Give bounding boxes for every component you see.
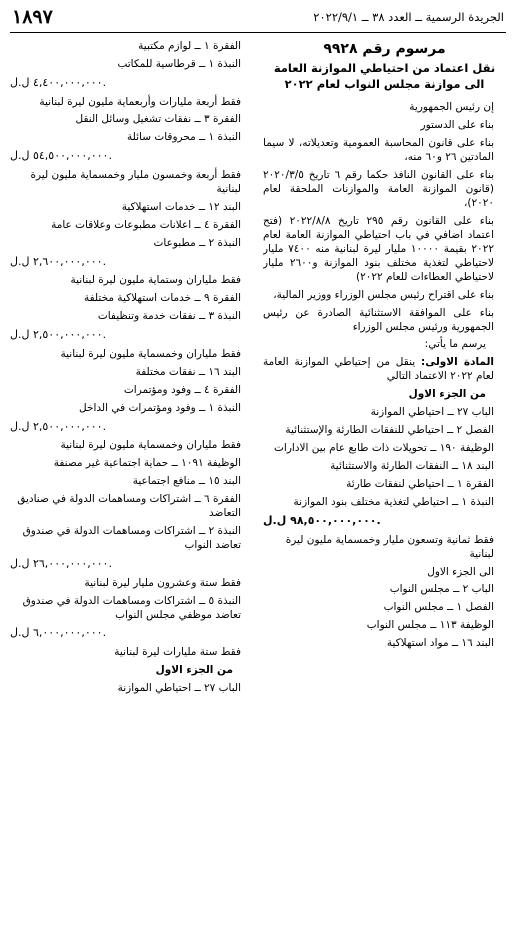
amount-in-words: فقط ملياران وستماية مليون ليرة لبنانية — [70, 274, 241, 287]
amount-in-words: فقط ملياران وخمسماية مليون ليرة لبنانية — [60, 439, 241, 452]
page-header — [10, 8, 506, 33]
budget-line: الفصل ١ ــ مجلس النواب — [383, 601, 494, 614]
amount-in-words: فقط أربعة وخمسون مليار وخمسماية مليون ليرة لبنانية — [30, 169, 241, 195]
budget-line: الفقرة ٣ ــ نفقات تشغيل وسائل النقل — [75, 113, 241, 126]
two-column-body — [10, 40, 506, 920]
amount: ٦,٠٠٠,٠٠٠,٠٠٠ ل.ل. — [10, 626, 107, 640]
budget-line: النبذة ١ ــ محروقات سائلة — [126, 131, 241, 144]
amount-in-words: فقط ملياران وخمسماية مليون ليرة لبنانية — [60, 347, 241, 360]
paragraph: بناء على قانون المحاسبة العمومية وتعديلاته، لا سيما المادتين ٢٦ و٦٠ منه، — [263, 137, 494, 164]
amount: ٢,٥٠٠,٠٠٠,٠٠٠ ل.ل. — [10, 328, 107, 342]
amount-in-words: فقط أربعة مليارات وأربعماية مليون ليرة لبنانية — [39, 95, 241, 108]
left-column — [10, 40, 253, 920]
amount: ٥٤,٥٠٠,٠٠٠,٠٠٠ ل.ل. — [10, 149, 112, 163]
budget-line: الفقرة ٤ ــ وفود ومؤتمرات — [123, 383, 241, 396]
paragraph: بناء على الموافقة الاستثنائية الصادرة عن رئيس الجمهورية ورئيس مجلس الوزراء — [263, 306, 494, 333]
budget-line: الفقرة ١ ــ احتياطي لنفقات طارئة — [346, 478, 494, 491]
budget-line: النبذة ٥ ــ اشتراكات ومساهمات الدولة في صندوق تعاضد موظفي مجلس النواب — [22, 594, 241, 621]
section-heading: من الجزء الاول — [155, 664, 233, 677]
amount-in-words: فقط ثمانية وتسعون مليار وخمسماية مليون ليرة لبنانية — [285, 533, 494, 560]
paragraph: بناء على اقتراح رئيس مجلس الوزراء ووزير المالية، — [273, 288, 494, 301]
decree-title: مرسوم رقم ٩٩٢٨ — [323, 41, 446, 57]
budget-line: البند ١٥ ــ منافع اجتماعية — [132, 475, 241, 488]
budget-line: الباب ٢٧ ــ احتياطي الموازنة — [117, 682, 241, 695]
amount: ٩٨,٥٠٠,٠٠٠,٠٠٠ ل.ل. — [263, 514, 381, 527]
budget-line: الباب ٢٧ ــ احتياطي الموازنة — [370, 406, 494, 419]
section-heading: الى الجزء الاول — [427, 565, 494, 578]
budget-line: الوظيفة ١١٣ ــ مجلس النواب — [366, 619, 494, 632]
budget-line: الفقرة ٤ ــ اعلانات مطبوعات وعلاقات عامة — [51, 218, 241, 231]
paragraph: يرسم ما يأتي: — [424, 338, 486, 351]
paragraph: بناء على القانون النافذ حكما رقم ٦ تاريخ ٢٠٢٠/٣/٥ (قانون الموازنة العامة والموازنات الملحقة لعام ٢٠٢٠)، — [263, 168, 494, 209]
budget-line: النبذة ١ ــ احتياطي لتغذية مختلف بنود الموازنة — [293, 496, 494, 509]
budget-line: الفقرة ٩ ــ خدمات استهلاكية مختلفة — [83, 292, 241, 305]
budget-line: الوظيفة ١٠٩١ ــ حماية اجتماعية غير مصنفة — [53, 457, 241, 470]
budget-line: النبذة ٣ ــ نفقات خدمة وتنظيفات — [97, 310, 241, 323]
article-label: المادة الاولى: — [421, 356, 494, 369]
budget-line: الباب ٢ ــ مجلس النواب — [389, 583, 494, 596]
amount: ٢,٥٠٠,٠٠٠,٠٠٠ ل.ل. — [10, 419, 107, 433]
budget-line: الفقرة ٦ ــ اشتراكات ومساهمات الدولة في صناديق التعاضد — [17, 493, 241, 520]
budget-line: الفصل ٢ ــ احتياطي للنفقات الطارئة والإستثنائية — [285, 424, 494, 437]
article-text: ينقل من إحتياطي الموازنة العامة لعام ٢٠٢٢ الاعتماد التالي — [263, 356, 494, 383]
paragraph: إن رئيس الجمهورية — [409, 101, 494, 114]
amount-in-words: فقط ستة وعشرون مليار ليرة لبنانية — [84, 576, 241, 589]
budget-line: الفقرة ١ ــ لوازم مكتبية — [138, 40, 241, 52]
section-heading: من الجزء الاول — [408, 388, 486, 401]
budget-line: النبذة ١ ــ قرطاسية للمكاتب — [117, 57, 241, 70]
amount-in-words: فقط ستة مليارات ليرة لبنانية — [114, 646, 241, 659]
right-column — [263, 40, 506, 920]
paragraph: بناء على القانون رقم ٢٩٥ تاريخ ٢٠٢٢/٨/٨ (فتح اعتماد اضافي في باب احتياطي الموازنة العامة لعام ٢٠٢٢ بقيمة ١٠٠٠٠ مليار ليرة لبنانية منه ٧٤٠٠ مليار لاحتياطي لتغذية مختلف بنود الموازنة و٢٦٠٠ مليار لاحتياطي العطاءات للعام ٢٠٢٢) — [263, 214, 494, 283]
amount: ٢,٦٠٠,٠٠٠,٠٠٠ ل.ل. — [10, 254, 107, 268]
paragraph: بناء على الدستور — [420, 119, 494, 132]
budget-line: البند ١٦ ــ نفقات مختلفة — [135, 365, 241, 378]
budget-line: البند ١٦ ــ مواد استهلاكية — [386, 637, 494, 650]
amount: ٢٦,٠٠٠,٠٠٠,٠٠٠ ل.ل. — [10, 557, 112, 570]
decree-subtitle-2: الى موازنة مجلس النواب لعام ٢٠٢٢ — [284, 76, 485, 91]
page-number: ١٨٩٧ — [12, 6, 53, 28]
amount: ٤,٤٠٠,٠٠٠,٠٠٠ ل.ل. — [10, 75, 107, 89]
budget-line: الوظيفة ١٩٠ ــ تحويلات ذات طابع عام بين الادارات — [274, 442, 494, 455]
budget-line: النبذة ٢ ــ مطبوعات — [153, 236, 241, 249]
decree-subtitle-1: نقل اعتماد من احتياطي الموازنة العامة — [273, 60, 496, 75]
budget-line: النبذة ١ ــ وفود ومؤتمرات في الداخل — [79, 401, 241, 414]
article-1 — [263, 356, 506, 384]
budget-line: البند ١٨ ــ النفقات الطارئة والاستثنائية — [330, 460, 494, 473]
budget-line: النبذة ٢ ــ اشتراكات ومساهمات الدولة في صندوق تعاضد النواب — [22, 525, 241, 552]
budget-line: البند ١٢ ــ خدمات استهلاكية — [121, 200, 241, 213]
gazette-title: الجريدة الرسمية ــ العدد ٣٨ ــ ٢٠٢٢/٩/١ — [313, 10, 504, 24]
